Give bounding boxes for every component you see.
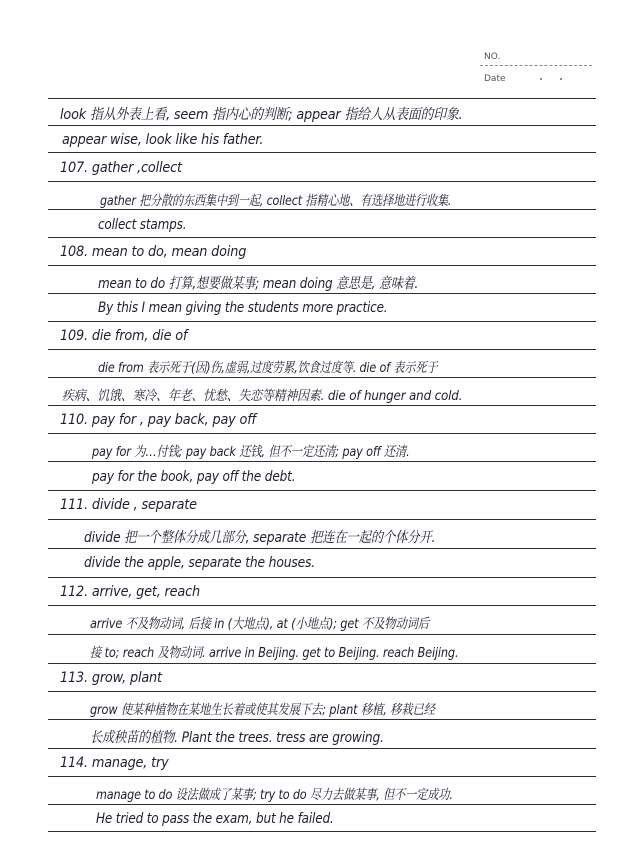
entry-heading-108: 108. mean to do, mean doing: [60, 244, 247, 260]
example-line: By this I mean giving the students more practice.: [98, 300, 388, 316]
entry-heading-112: 112. arrive, get, reach: [60, 584, 200, 600]
example-line: pay for the book, pay off the debt.: [92, 469, 296, 485]
number-rule: [480, 65, 592, 66]
entry-heading-110: 110. pay for , pay back, pay off: [60, 412, 256, 428]
entry-heading-111: 111. divide , separate: [60, 497, 197, 513]
number-label: NO.: [484, 52, 501, 62]
date-separator-dot: [540, 78, 542, 80]
ruled-line: [48, 98, 596, 99]
number-field: [480, 50, 592, 72]
note-line: mean to do 打算,想要做某事; mean doing 意思是, 意味着.: [98, 276, 419, 292]
note-line: 接 to; reach 及物动词. arrive in Beijing. get to Beijing. reach Beijing.: [90, 645, 459, 661]
note-line: 疾病、饥饿、寒冷、年老、忧愁、失恋等精神因素. die of hunger and cold.: [62, 388, 463, 404]
note-line: manage to do 设法做成了某事; try to do 尽力去做某事, 但不一定成功.: [96, 787, 453, 803]
note-line: look 指从外表上看, seem 指内心的判断; appear 指给人从表面的印象.: [60, 107, 463, 123]
example-line: collect stamps.: [98, 217, 187, 233]
date-separator-dot: [560, 78, 562, 80]
note-line: grow 使某种植物在某地生长着或使其发展下去; plant 移植, 移栽已经: [90, 702, 435, 718]
entry-heading-109: 109. die from, die of: [60, 328, 188, 344]
note-line: pay for 为…付钱; pay back 还钱, 但不一定还清; pay off 还清.: [92, 444, 410, 460]
example-line: 长成秧苗的植物. Plant the trees. tress are growing.: [90, 730, 384, 746]
note-line: divide 把一个整体分成几部分, separate 把连在一起的个体分开.: [84, 530, 436, 546]
entry-heading-107: 107. gather ,collect: [60, 160, 182, 176]
note-line: appear wise, look like his father.: [62, 132, 264, 148]
entry-heading-114: 114. manage, try: [60, 755, 169, 771]
note-line: die from 表示死于(因)伤,虚弱,过度劳累,饮食过度等. die of 表示死于: [98, 360, 438, 376]
page-header: [480, 50, 592, 94]
note-line: arrive 不及物动词, 后接 in (大地点), at (小地点); get 不及物动词后: [90, 616, 430, 632]
entry-heading-113: 113. grow, plant: [60, 670, 162, 686]
example-line: He tried to pass the exam, but he failed.: [96, 811, 334, 827]
date-label: Date: [484, 74, 506, 84]
date-field: [480, 72, 592, 94]
example-line: divide the apple, separate the houses.: [84, 555, 316, 571]
note-line: gather 把分散的东西集中到一起, collect 指精心地、有选择地进行收集.: [100, 193, 452, 209]
